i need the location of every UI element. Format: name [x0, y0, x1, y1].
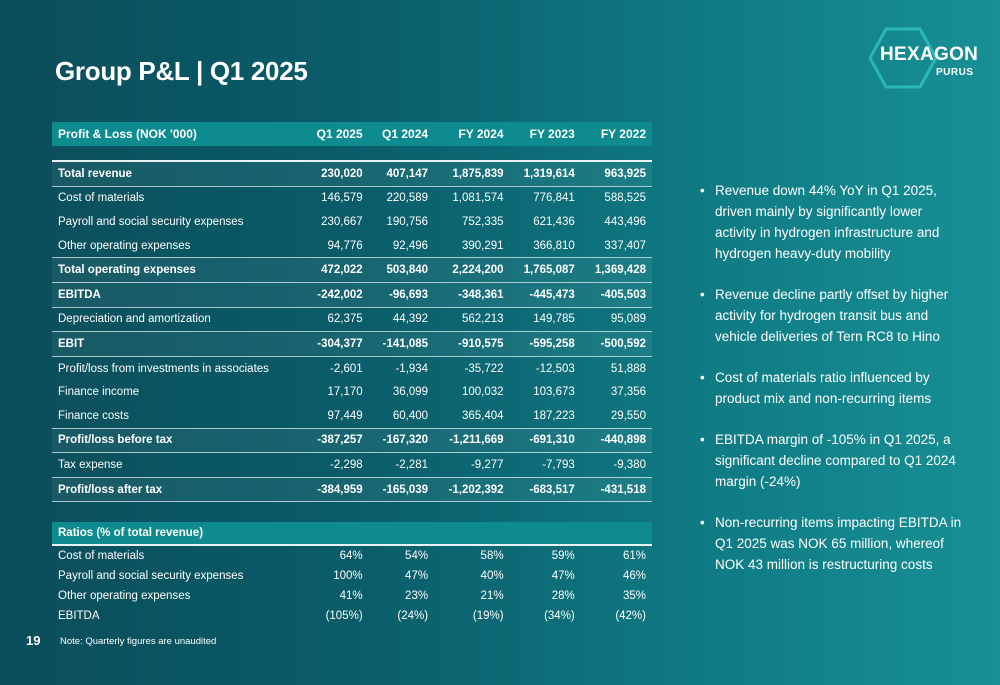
cell: -348,361: [434, 282, 510, 307]
commentary-item: [700, 367, 962, 409]
cell: -35,722: [464, 362, 504, 375]
ratios-header-row: [52, 522, 652, 545]
cell: 187,223: [510, 404, 581, 428]
row-label: Finance costs: [52, 404, 303, 428]
cell: 443,496: [604, 215, 646, 228]
cell: 97,449: [303, 404, 368, 428]
logo-word: HEXAGON: [880, 44, 979, 65]
cell: -141,085: [369, 332, 434, 357]
cell: -431,518: [581, 477, 652, 502]
cell: 1,875,839: [434, 161, 510, 186]
cell: 59%: [551, 550, 575, 563]
cell: 472,022: [303, 258, 368, 283]
row-label: Profit/loss before tax: [52, 428, 303, 453]
cell: 230,020: [303, 161, 368, 186]
cell: -384,959: [303, 477, 368, 502]
cell: 60,400: [369, 404, 434, 428]
commentary-text: Revenue down 44% YoY in Q1 2025, driven mainly by significantly lower activity in hydrogen infrastructure and hydrogen heavy-duty mobility: [715, 183, 940, 261]
cell: 190,756: [386, 215, 429, 228]
row-label: Other operating expenses: [52, 234, 303, 258]
cell: 1,319,614: [510, 161, 581, 186]
cell: 146,579: [321, 192, 363, 205]
cell: 503,840: [369, 258, 434, 283]
ratio-row: [52, 606, 652, 626]
cell: 35%: [622, 590, 646, 603]
commentary-item: [700, 429, 962, 492]
cell: 752,335: [462, 215, 504, 228]
cell: 47%: [405, 570, 429, 583]
cell: 62,375: [303, 307, 368, 332]
profit-loss-table: [52, 122, 652, 626]
hexagon-purus-logo: [868, 27, 986, 89]
table-row: [52, 453, 652, 478]
row-label: Cost of materials: [58, 192, 145, 205]
cell: 390,291: [434, 234, 510, 258]
cell: 562,213: [434, 307, 510, 332]
cell: 37,356: [610, 386, 646, 399]
row-label: Profit/loss from investments in associates: [58, 362, 269, 375]
commentary-item: [700, 180, 962, 264]
table-row: [52, 234, 652, 258]
cell: 337,407: [581, 234, 652, 258]
column-header: Q1 2025: [303, 122, 368, 146]
cell: -691,310: [510, 428, 581, 453]
cell: -167,320: [369, 428, 434, 453]
table-row: [52, 210, 652, 234]
cell: 100,032: [462, 386, 504, 399]
bullet-icon: •: [700, 432, 705, 447]
cell: -683,517: [510, 477, 581, 502]
page-number: 19: [26, 633, 41, 648]
cell: -1,934: [395, 362, 429, 375]
cell: 40%: [480, 570, 504, 583]
cell: 64%: [339, 550, 363, 563]
cell: 230,667: [321, 215, 363, 228]
cell: 28%: [551, 590, 575, 603]
table-row: [52, 428, 652, 453]
cell: 621,436: [533, 215, 575, 228]
row-label: EBIT: [52, 332, 303, 357]
cell: (19%): [472, 610, 504, 623]
cell: 54%: [405, 550, 429, 563]
table-row: [52, 404, 652, 428]
cell: 100%: [333, 570, 363, 583]
logo-sub: PURUS: [936, 67, 974, 78]
table-row: [52, 380, 652, 404]
cell: 47%: [551, 570, 575, 583]
cell: 17,170: [327, 386, 363, 399]
column-header: FY 2024: [434, 122, 510, 146]
cell: 46%: [622, 570, 646, 583]
cell: -304,377: [303, 332, 368, 357]
table-row: [52, 282, 652, 307]
cell: 44,392: [369, 307, 434, 332]
footnote: Note: Quarterly figures are unaudited: [60, 636, 217, 647]
cell: 963,925: [581, 161, 652, 186]
cell: 103,673: [533, 386, 575, 399]
row-label: EBITDA: [58, 610, 100, 623]
cell: -595,258: [510, 332, 581, 357]
cell: -387,257: [303, 428, 368, 453]
cell: 1,369,428: [581, 258, 652, 283]
ratio-row: [52, 545, 652, 566]
cell: 149,785: [510, 307, 581, 332]
commentary-text: Non-recurring items impacting EBITDA in Q1 2025 was NOK 65 million, whereof NOK 43 million is restructuring costs: [715, 515, 962, 572]
cell: 36,099: [392, 386, 429, 399]
table-row: [52, 332, 652, 357]
table-row: [52, 307, 652, 332]
row-label: Tax expense: [52, 453, 303, 478]
cell: 588,525: [604, 192, 646, 205]
section-spacer: [52, 502, 652, 523]
ratio-row: [52, 586, 652, 606]
cell: 2,224,200: [434, 258, 510, 283]
row-label: Total operating expenses: [52, 258, 303, 283]
cell: -445,473: [510, 282, 581, 307]
cell: -500,592: [581, 332, 652, 357]
column-header: FY 2023: [510, 122, 581, 146]
ratios-header: Ratios (% of total revenue): [52, 522, 652, 545]
cell: 407,147: [369, 161, 434, 186]
cell: -2,281: [369, 453, 434, 478]
cell: -1,202,392: [434, 477, 510, 502]
cell: 58%: [480, 550, 504, 563]
cell: -2,298: [303, 453, 368, 478]
cell: (105%): [325, 610, 363, 623]
commentary-text: Revenue decline partly offset by higher activity for hydrogen transit bus and vehicle deliveries of Tern RC8 to Hino: [715, 287, 949, 344]
cell: 366,810: [510, 234, 581, 258]
table-row: [52, 161, 652, 186]
cell: (42%): [615, 610, 646, 623]
bullet-icon: •: [700, 287, 705, 302]
cell: 51,888: [610, 362, 646, 375]
cell: -242,002: [303, 282, 368, 307]
cell: -7,793: [510, 453, 581, 478]
header-separator: [52, 146, 652, 161]
cell: -1,211,669: [434, 428, 510, 453]
cell: 61%: [622, 550, 646, 563]
row-label: Finance income: [58, 386, 140, 399]
bullet-icon: •: [700, 370, 705, 385]
cell: 92,496: [369, 234, 434, 258]
commentary-item: [700, 284, 962, 347]
cell: -165,039: [369, 477, 434, 502]
cell: -9,380: [581, 453, 652, 478]
column-header: Q1 2024: [369, 122, 434, 146]
page-title: Group P&L | Q1 2025: [55, 56, 308, 86]
ratio-row: [52, 566, 652, 586]
table-row: [52, 356, 652, 380]
cell: (24%): [397, 610, 429, 623]
cell: 220,589: [386, 192, 429, 205]
cell: -405,503: [581, 282, 652, 307]
cell: 365,404: [434, 404, 510, 428]
row-label: Depreciation and amortization: [52, 307, 303, 332]
cell: -12,503: [535, 362, 575, 375]
row-label: Payroll and social security expenses: [58, 570, 244, 583]
row-label: EBITDA: [52, 282, 303, 307]
table-row: [52, 186, 652, 210]
row-label: Cost of materials: [58, 550, 145, 563]
row-label: Other operating expenses: [58, 590, 191, 603]
column-header: FY 2022: [581, 122, 652, 146]
cell: 95,089: [581, 307, 652, 332]
cell: (34%): [544, 610, 575, 623]
cell: -910,575: [434, 332, 510, 357]
commentary-text: Cost of materials ratio influenced by product mix and non-recurring items: [715, 370, 932, 406]
table-row: [52, 477, 652, 502]
cell: -9,277: [434, 453, 510, 478]
cell: 1,081,574: [452, 192, 504, 205]
row-label: Payroll and social security expenses: [58, 215, 244, 228]
commentary-item: [700, 512, 962, 575]
cell: 23%: [405, 590, 429, 603]
cell: -96,693: [369, 282, 434, 307]
cell: 94,776: [303, 234, 368, 258]
row-label: Total revenue: [52, 161, 303, 186]
commentary-list: [700, 180, 962, 595]
table-header-row: [52, 122, 652, 146]
cell: -440,898: [581, 428, 652, 453]
column-header: Profit & Loss (NOK '000): [52, 122, 303, 146]
cell: 41%: [339, 590, 363, 603]
cell: 1,765,087: [510, 258, 581, 283]
table-row: [52, 258, 652, 283]
commentary-text: EBITDA margin of -105% in Q1 2025, a significant decline compared to Q1 2024 margin (-24%): [715, 432, 956, 489]
bullet-icon: •: [700, 183, 705, 198]
bullet-icon: •: [700, 515, 705, 530]
cell: 21%: [480, 590, 504, 603]
cell: 29,550: [581, 404, 652, 428]
row-label: Profit/loss after tax: [52, 477, 303, 502]
cell: -2,601: [330, 362, 363, 375]
cell: 776,841: [533, 192, 575, 205]
